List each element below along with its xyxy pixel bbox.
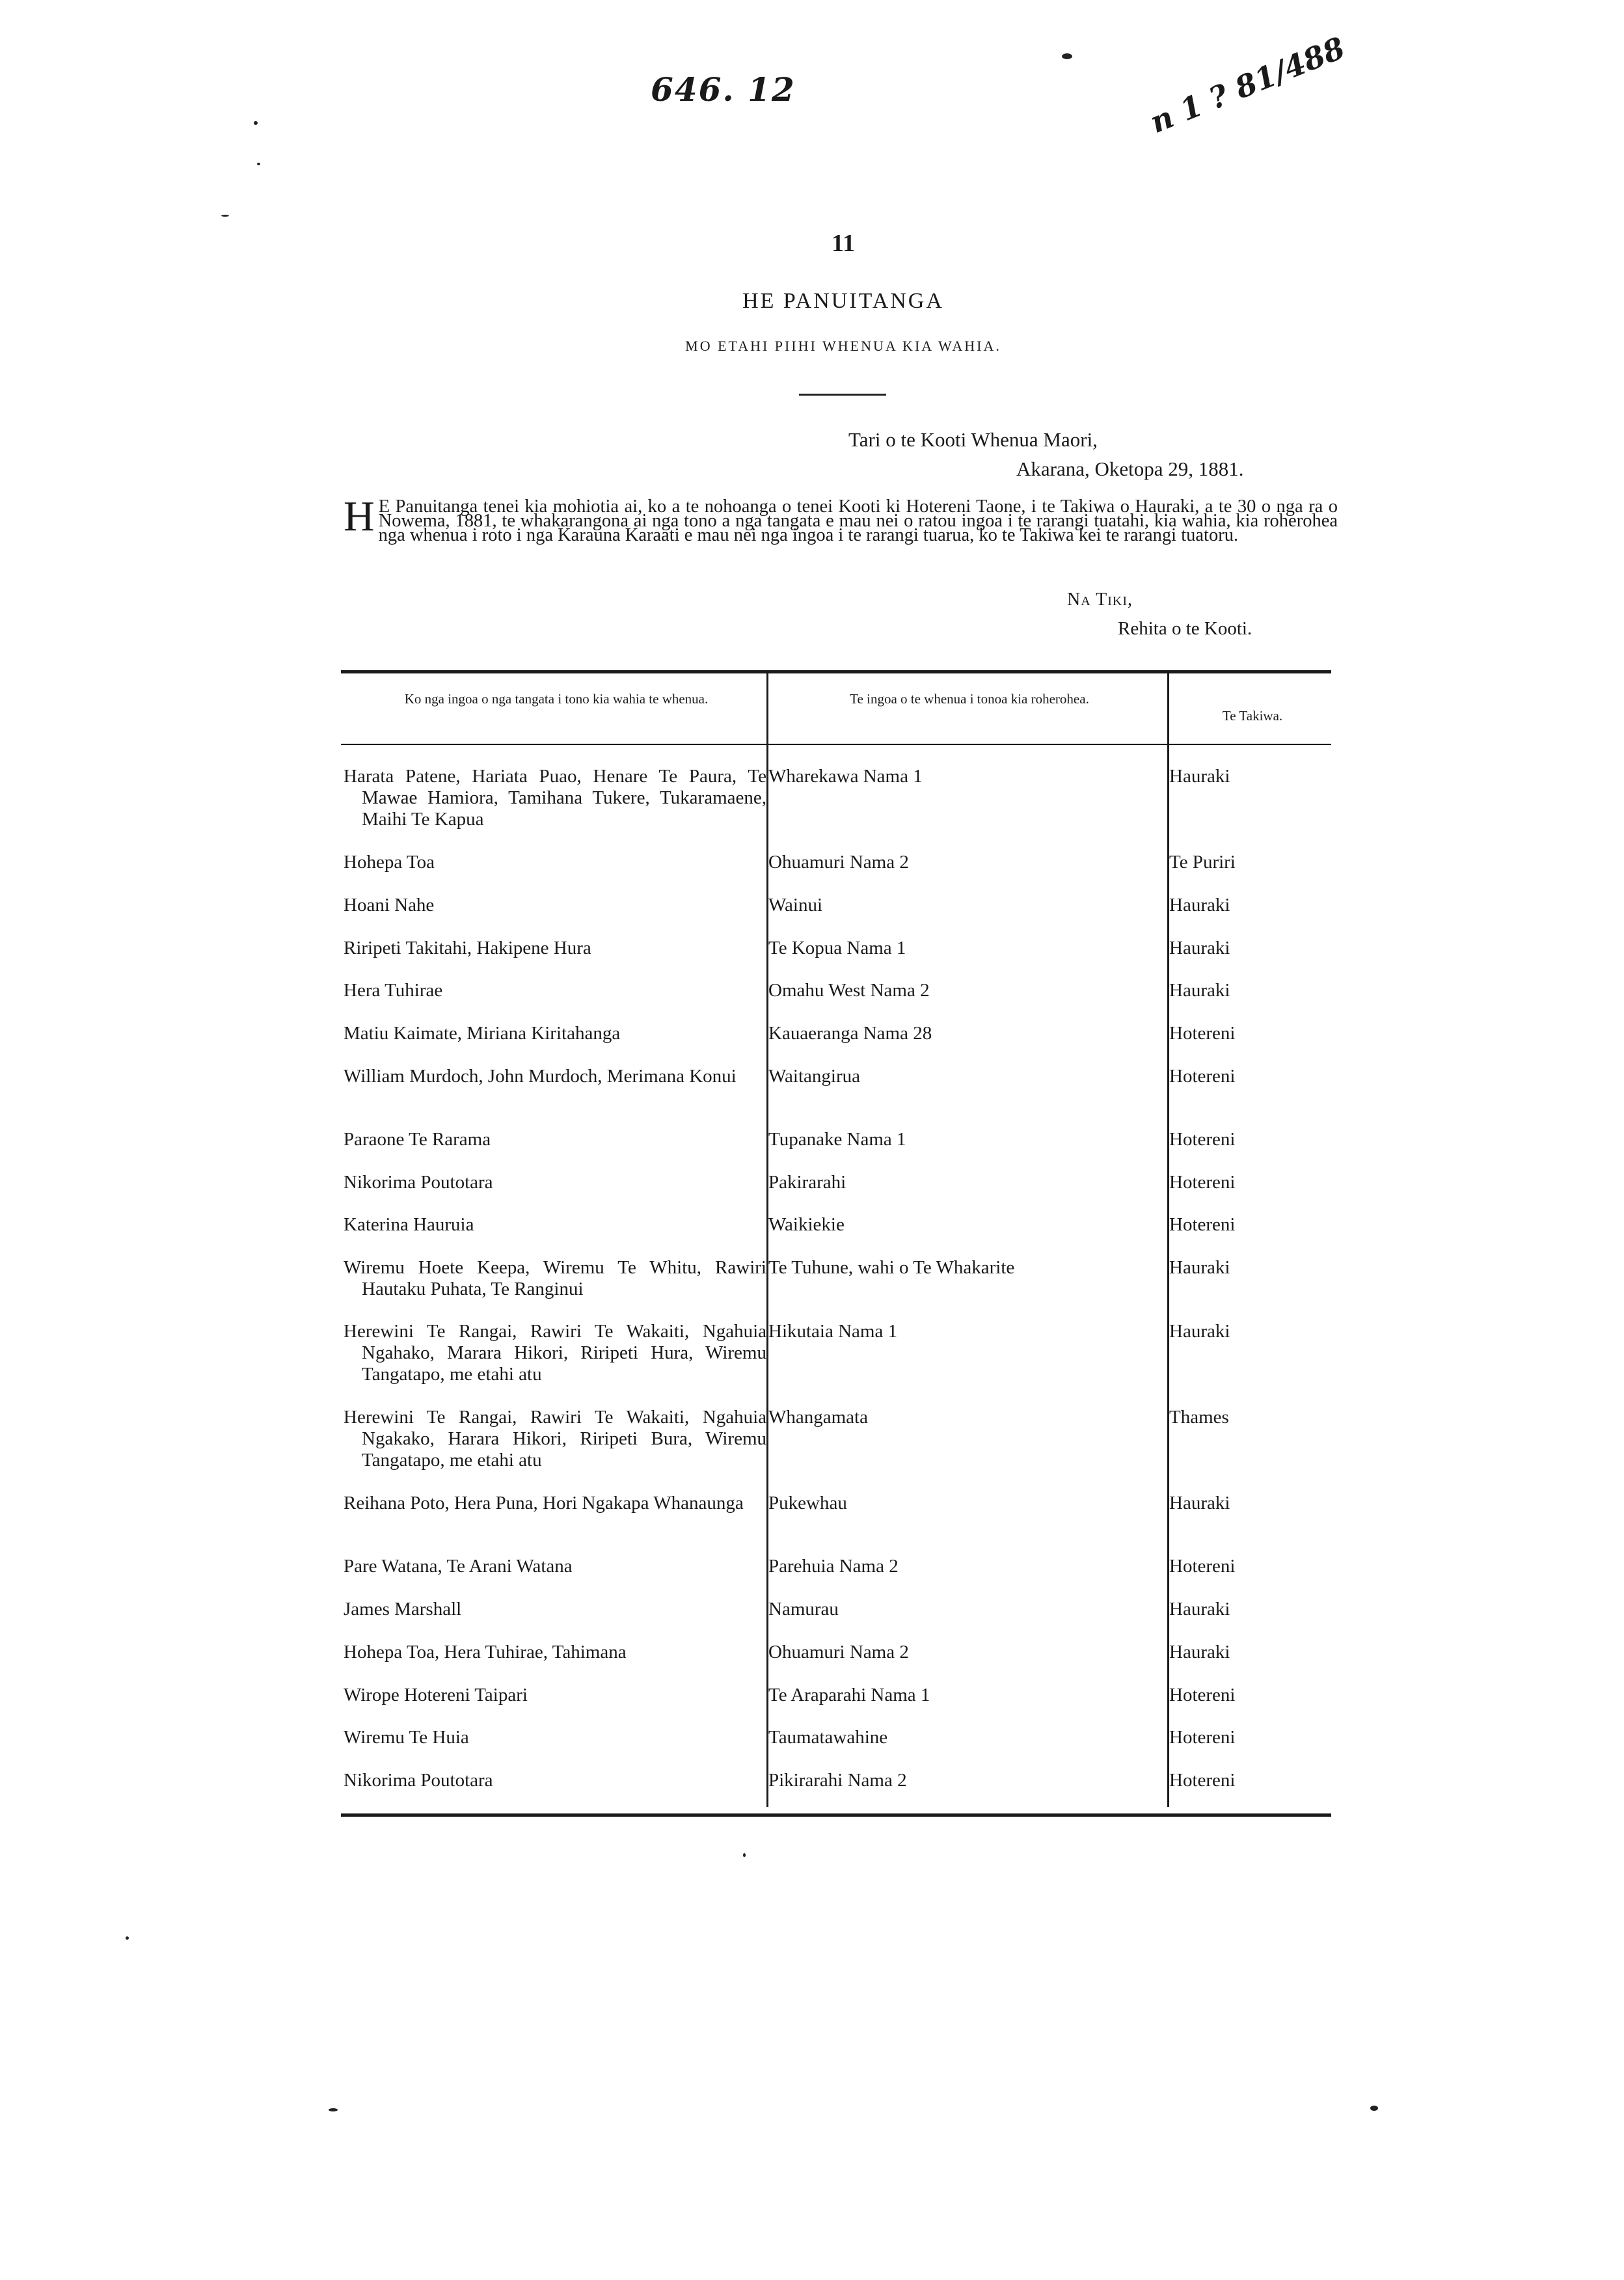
names-text: Paraone Te Rarama — [344, 1129, 491, 1150]
notice-body — [344, 493, 1338, 545]
cell-applicant-names — [344, 1685, 766, 1706]
cell-land-name: Pakirarahi — [768, 1172, 846, 1193]
cell-district: Hauraki — [1169, 895, 1230, 916]
names-text: Katerina Hauruia — [344, 1214, 474, 1235]
cell-applicant-names — [344, 1214, 766, 1236]
names-text: Matiu Kaimate, Miriana Kiritahanga — [344, 1023, 621, 1044]
cell-land-name: Hikutaia Nama 1 — [768, 1321, 898, 1342]
names-text: Wiremu Te Huia — [344, 1727, 469, 1748]
cell-district: Thames — [1169, 1407, 1229, 1428]
scan-speck — [221, 215, 229, 217]
notice-subtitle: MO ETAHI PIIHI WHENUA KIA WAHIA. — [685, 338, 1001, 354]
names-text: Herewini Te Rangai, Rawiri Te Wakaiti, Ngahuia Ngahako, Marara Hikori, Riripeti Hura, Wiremu Tangatapo, me etahi atu — [344, 1321, 766, 1385]
scan-speck — [1062, 53, 1072, 59]
cell-district: Hauraki — [1169, 938, 1230, 958]
signature-initial: N — [1067, 590, 1081, 610]
cell-district: Hauraki — [1169, 1642, 1230, 1663]
cell-land-name: Omahu West Nama 2 — [768, 980, 930, 1001]
cell-land-name: Waitangirua — [768, 1066, 860, 1087]
cell-applicant-names — [344, 980, 766, 1001]
signature-name — [1067, 590, 1133, 610]
cell-district: Hotereni — [1169, 1023, 1236, 1044]
cell-applicant-names — [344, 1770, 766, 1791]
names-text: Hoani Nahe — [344, 895, 435, 916]
names-text: Herewini Te Rangai, Rawiri Te Wakaiti, Ngahuia Ngakako, Harara Hikori, Riripeti Bura, Wiremu Tangatapo, me etahi atu — [344, 1407, 766, 1471]
signature-name-rest: a Tiki, — [1081, 590, 1133, 610]
cell-applicant-names — [344, 1129, 766, 1150]
scan-speck — [1370, 2106, 1378, 2111]
signature-title: Rehita o te Kooti. — [1118, 618, 1252, 639]
handwritten-reference-number: 646. 12 — [651, 70, 796, 109]
scan-speck — [126, 1936, 129, 1940]
names-text: Nikorima Poutotara — [344, 1770, 493, 1791]
cell-district: Hauraki — [1169, 1493, 1230, 1513]
column-divider — [766, 673, 768, 1807]
names-text: Wiremu Hoete Keepa, Wiremu Te Whitu, Rawiri Hautaku Puhata, Te Ranginui — [344, 1257, 766, 1299]
table-header-rule — [341, 744, 1331, 745]
names-text: William Murdoch, John Murdoch, Merimana Konui — [344, 1066, 737, 1087]
names-text: Riripeti Takitahi, Hakipene Hura — [344, 938, 591, 958]
names-text: Hohepa Toa — [344, 852, 435, 873]
notice-title: HE PANUITANGA — [742, 289, 944, 313]
cell-land-name: Kauaeranga Nama 28 — [768, 1023, 932, 1044]
cell-applicant-names — [344, 895, 766, 916]
cell-applicant-names — [344, 1066, 766, 1087]
cell-land-name: Tupanake Nama 1 — [768, 1129, 906, 1150]
cell-land-name: Te Tuhune, wahi o Te Whakarite — [768, 1257, 1015, 1278]
cell-district: Hotereni — [1169, 1727, 1236, 1748]
table-bottom-rule — [341, 1813, 1331, 1817]
names-text: Hera Tuhirae — [344, 980, 443, 1001]
cell-applicant-names — [344, 1023, 766, 1044]
handwritten-catalogue-mark: n 1 ? 81/488 — [1145, 30, 1350, 141]
cell-district: Hotereni — [1169, 1770, 1236, 1791]
cell-land-name: Taumatawahine — [768, 1727, 888, 1748]
scan-speck — [743, 1853, 746, 1857]
names-text: Wirope Hotereni Taipari — [344, 1685, 528, 1705]
cell-land-name: Whangamata — [768, 1407, 868, 1428]
notice-text: E Panuitanga tenei kia mohiotia ai, ko a te nohoanga o tenei Kooti ki Hotereni Taone, i te Takiwa o Hauraki, a te 30 o nga ra o Nowema, 1881, te whakarangona ai nga tono a nga tangata e mau nei o ratou ingoa i te rarangi tuatahi, kia wahia, kia roherohea nga whenua i roto i nga Karauna Karaati e mau nei nga ingoa i te rarangi tuarua, ko te Takiwa kei te rarangi tuatoru. — [378, 496, 1338, 545]
cell-applicant-names — [344, 1257, 766, 1300]
cell-district: Hotereni — [1169, 1556, 1236, 1577]
scan-speck — [257, 163, 260, 165]
cell-land-name: Wainui — [768, 895, 823, 916]
cell-applicant-names — [344, 1642, 766, 1663]
names-text: Pare Watana, Te Arani Watana — [344, 1556, 573, 1577]
cell-district: Hotereni — [1169, 1685, 1236, 1705]
cell-land-name: Ohuamuri Nama 2 — [768, 1642, 909, 1663]
title-divider — [799, 394, 886, 396]
cell-applicant-names — [344, 766, 766, 830]
column-divider — [1167, 673, 1169, 1807]
cell-land-name: Ohuamuri Nama 2 — [768, 852, 909, 873]
names-text: Reihana Poto, Hera Puna, Hori Ngakapa Whanaunga — [344, 1493, 744, 1513]
cell-land-name: Pukewhau — [768, 1493, 847, 1513]
address-date: Akarana, Oketopa 29, 1881. — [1016, 457, 1244, 480]
cell-land-name: Te Araparahi Nama 1 — [768, 1685, 930, 1705]
names-text: Nikorima Poutotara — [344, 1172, 493, 1193]
cell-land-name: Te Kopua Nama 1 — [768, 938, 906, 958]
cell-land-name: Wharekawa Nama 1 — [768, 766, 923, 787]
cell-district: Hauraki — [1169, 980, 1230, 1001]
cell-applicant-names — [344, 938, 766, 959]
cell-district: Hotereni — [1169, 1129, 1236, 1150]
cell-district: Hauraki — [1169, 1599, 1230, 1620]
scan-speck — [329, 2108, 338, 2111]
cell-land-name: Namurau — [768, 1599, 839, 1620]
cell-district: Hotereni — [1169, 1214, 1236, 1235]
cell-applicant-names — [344, 1493, 766, 1514]
cell-land-name: Parehuia Nama 2 — [768, 1556, 899, 1577]
cell-land-name: Waikiekie — [768, 1214, 845, 1235]
page-number: 11 — [832, 230, 855, 257]
column-header-names: Ko nga ingoa o nga tangata i tono kia wahia te whenua. — [404, 691, 709, 707]
column-header-district: Te Takiwa. — [1222, 708, 1283, 724]
drop-cap: H — [344, 493, 375, 540]
cell-district: Hauraki — [1169, 1321, 1230, 1342]
cell-district: Hotereni — [1169, 1066, 1236, 1087]
cell-applicant-names — [344, 1321, 766, 1385]
cell-district: Hauraki — [1169, 766, 1230, 787]
names-text: Harata Patene, Hariata Puao, Henare Te Paura, Te Mawae Hamiora, Tamihana Tukere, Tukaramaene, Maihi Te Kapua — [344, 766, 766, 830]
names-text: Hohepa Toa, Hera Tuhirae, Tahimana — [344, 1642, 627, 1663]
address-office: Tari o te Kooti Whenua Maori, — [848, 428, 1098, 451]
names-text: James Marshall — [344, 1599, 462, 1620]
cell-applicant-names — [344, 1727, 766, 1748]
cell-district: Hauraki — [1169, 1257, 1230, 1278]
cell-district: Te Puriri — [1169, 852, 1236, 873]
scan-speck — [254, 121, 258, 125]
cell-applicant-names — [344, 1172, 766, 1193]
column-header-land: Te ingoa o te whenua i tonoa kia roherohea. — [850, 691, 1089, 707]
cell-applicant-names — [344, 1556, 766, 1577]
cell-land-name: Pikirarahi Nama 2 — [768, 1770, 907, 1791]
cell-district: Hotereni — [1169, 1172, 1236, 1193]
cell-applicant-names — [344, 852, 766, 873]
table-top-rule — [341, 670, 1331, 673]
cell-applicant-names — [344, 1407, 766, 1471]
cell-applicant-names — [344, 1599, 766, 1620]
